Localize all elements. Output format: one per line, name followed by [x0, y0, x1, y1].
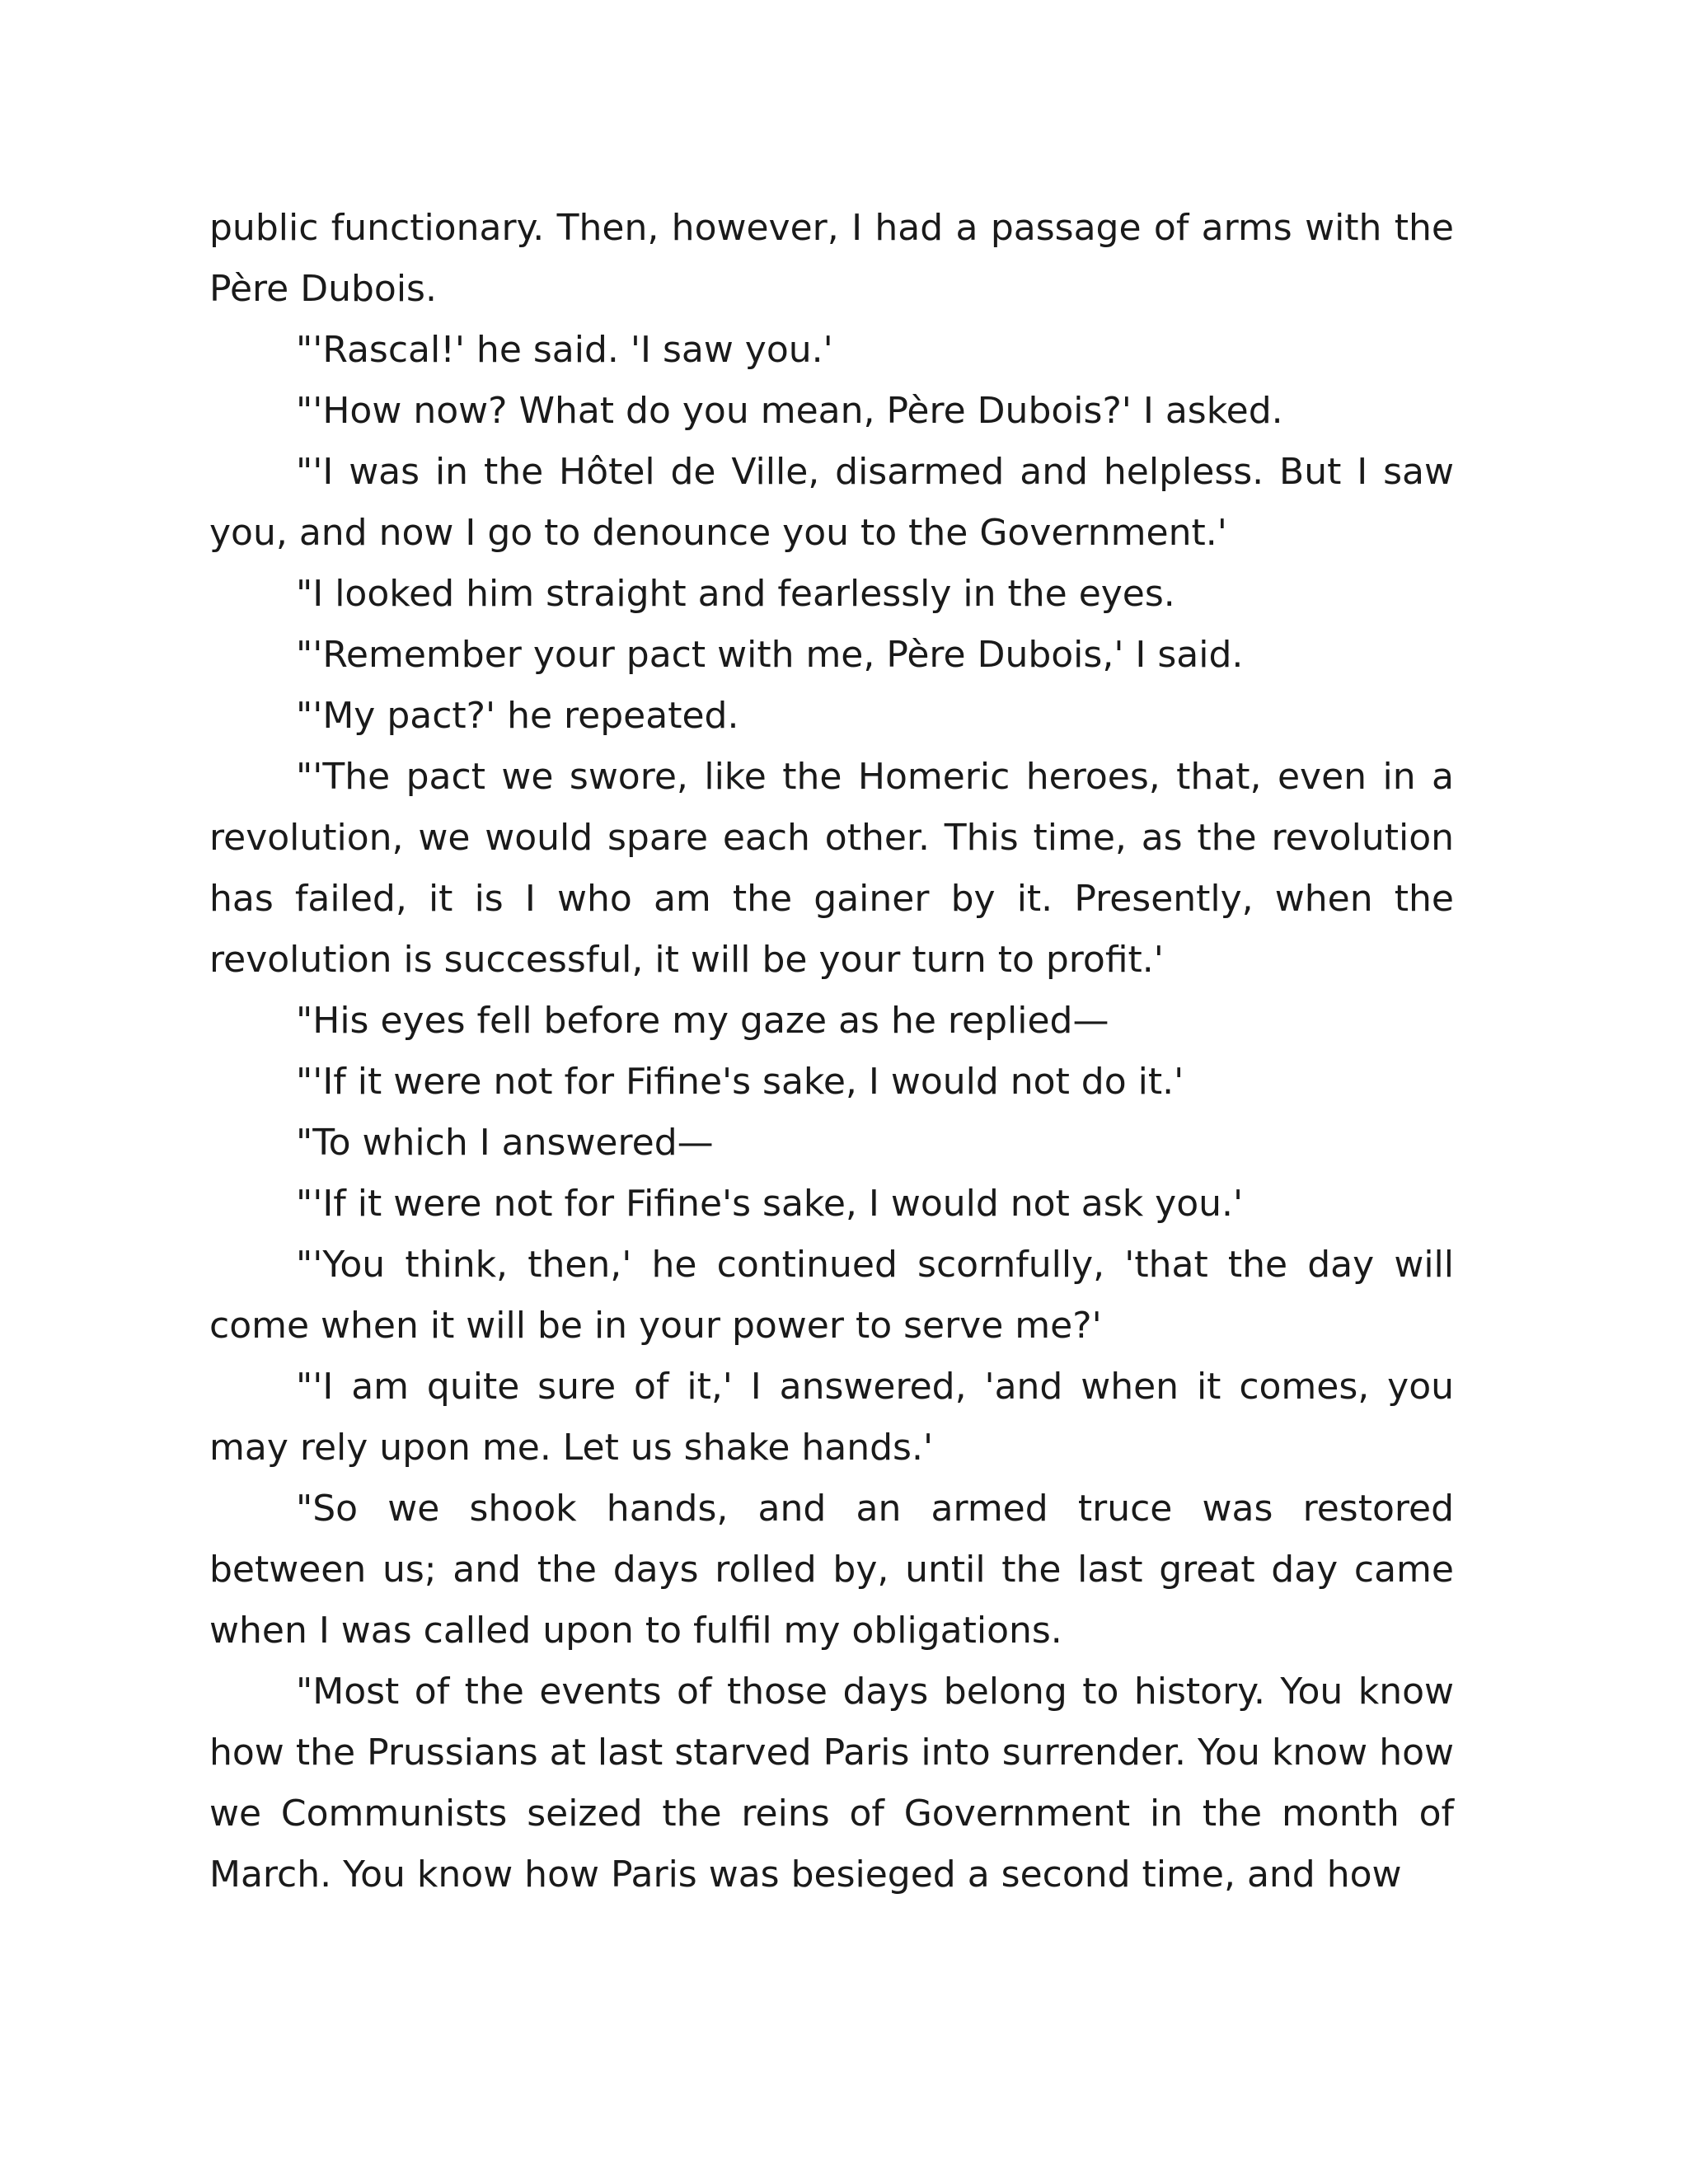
- paragraph: "'Rascal!' he said. 'I saw you.': [296, 329, 833, 371]
- paragraph: "'How now? What do you mean, Père Dubois?' I asked.: [296, 390, 1283, 432]
- paragraph: "Most of the events of those days belong to history. You know how the Prussians at last starved Paris into surrender. You know how we Communists seized the reins of Government in the month of March. You know how Paris was besieged a second time, and how: [209, 1671, 1454, 1896]
- paragraph: "'The pact we swore, like the Homeric heroes, that, even in a revolution, we would spare each other. This time, as the revolution has failed, it is I who am the gainer by it. Presently, when the revolution is successful, it will be your turn to profit.': [209, 756, 1454, 981]
- paragraph: "'My pact?' he repeated.: [296, 695, 739, 737]
- paragraph: "'I was in the Hôtel de Ville, disarmed and helpless. But I saw you, and now I go to denounce you to the Government.': [209, 451, 1454, 554]
- paragraph: "'Remember your pact with me, Père Dubois,' I said.: [296, 634, 1244, 676]
- paragraph: "'If it were not for Fifine's sake, I would not ask you.': [296, 1183, 1244, 1225]
- paragraph: "'You think, then,' he continued scornfully, 'that the day will come when it will be in your power to serve me?': [209, 1244, 1454, 1347]
- paragraph: "So we shook hands, and an armed truce was restored between us; and the days rolled by, until the last great day came when I was called upon to fulfil my obligations.: [209, 1488, 1454, 1652]
- paragraph-continuation: public functionary. Then, however, I had a passage of arms with the Père Dubois.: [209, 207, 1454, 310]
- paragraph: "I looked him straight and fearlessly in the eyes.: [296, 573, 1175, 615]
- paragraph: "'If it were not for Fifine's sake, I would not do it.': [296, 1061, 1184, 1103]
- paragraph: "To which I answered—: [296, 1122, 714, 1164]
- paragraph: "His eyes fell before my gaze as he replied—: [296, 1000, 1109, 1042]
- paragraph: "'I am quite sure of it,' I answered, 'and when it comes, you may rely upon me. Let us shake hands.': [209, 1366, 1454, 1469]
- body-text: [209, 198, 1454, 1905]
